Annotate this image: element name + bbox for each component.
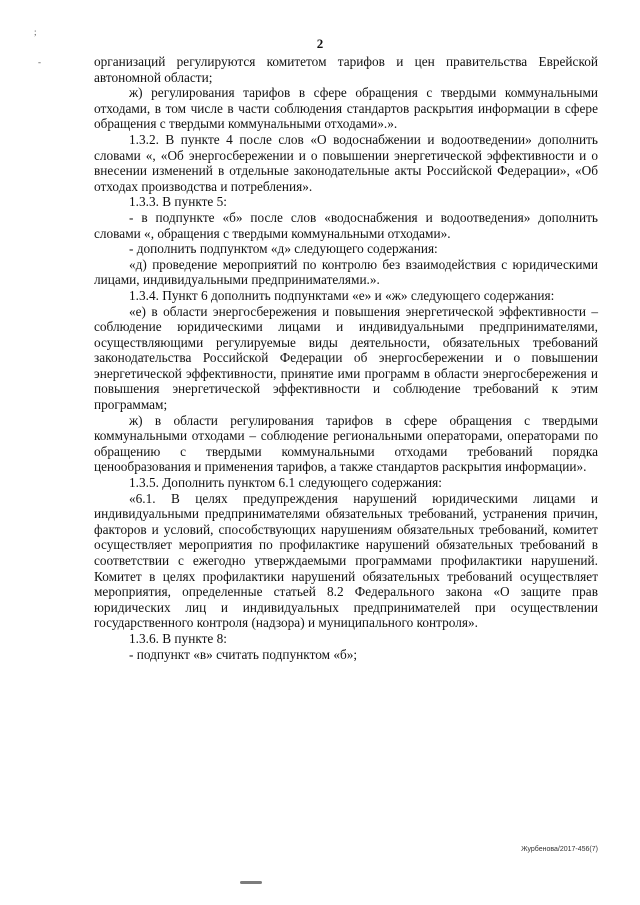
paragraph: 1.3.3. В пункте 5:	[129, 194, 227, 210]
margin-mark: ;	[34, 27, 37, 37]
paragraph: 1.3.6. В пункте 8:	[129, 630, 227, 646]
paragraph: ж) в области регулирования тарифов в сфере обращения с твердыми коммунальными отходами – соблюдение региональными операторами, операторами по обращению с твердыми коммунальными отходами требований порядка ценообразования и применения тарифов, а также стандартов раскрытия информации».	[94, 412, 598, 475]
paragraph: 1.3.5. Дополнить пунктом 6.1 следующего содержания:	[129, 475, 442, 491]
paragraph: 1.3.2. В пункте 4 после слов «О водоснабжении и водоотведении» дополнить словами «, «Об энергосбережении и о повышении энергетической эффективности и о внесении изменений в отдельные законодательные акты Российской Федерации», «Об отходах производства и потребления».	[94, 131, 598, 194]
paragraph: 1.3.4. Пункт 6 дополнить подпунктами «е» и «ж» следующего содержания:	[129, 287, 555, 303]
paragraph: - в подпункте «б» после слов «водоснабжения и водоотведения» дополнить словами «, обращения с твердыми коммунальными отходами».	[94, 209, 598, 241]
paragraph: «д) проведение мероприятий по контролю без взаимодействия с юридическими лицами, индивидуальными предпринимателями.».	[94, 256, 598, 288]
paragraph: «е) в области энергосбережения и повышения энергетической эффективности – соблюдение юридическими лицами и индивидуальными предпринимателями, осуществляющими регулируемые виды деятельности, обязательных требований законодательства Российской Федерации об энергосбережении и о повышении энергетической эффективности, принятие ими программ в области энергосбережения и повышения энергетической эффективности и соблюдение требований к этим программам;	[94, 303, 598, 413]
paragraph: - подпункт «в» считать подпунктом «б»;	[129, 646, 358, 662]
paragraph: - дополнить подпунктом «д» следующего содержания:	[129, 241, 438, 257]
document-body	[94, 54, 598, 662]
margin-mark: -	[38, 57, 41, 67]
paragraph: ж) регулирования тарифов в сфере обращения с твердыми коммунальными отходами, в том числе в части соблюдения стандартов раскрытия информации в сфере обращения с твердыми коммунальными отходами».».	[94, 85, 598, 132]
paragraph: организаций регулируются комитетом тарифов и цен правительства Еврейской автономной области;	[94, 54, 598, 85]
page-number: 2	[316, 36, 324, 51]
scan-artifact	[240, 881, 262, 884]
document-code: Журбенова/2017-456(7)	[521, 846, 598, 853]
paragraph: «6.1. В целях предупреждения нарушений юридическими лицами и индивидуальными предпринимателями обязательных требований, устранения причин, факторов и условий, способствующих нарушениям обязательных требований, комитет осуществляет мероприятия по профилактике нарушений обязательных требований в соответствии с ежегодно утверждаемыми программами профилактики нарушений. Комитет в целях профилактики нарушений обязательных требований осуществляет мероприятия, определенные статьей 8.2 Федерального закона «О защите прав юридических лиц и индивидуальных предпринимателей при осуществлении государственного контроля (надзора) и муниципального контроля».	[94, 490, 598, 631]
